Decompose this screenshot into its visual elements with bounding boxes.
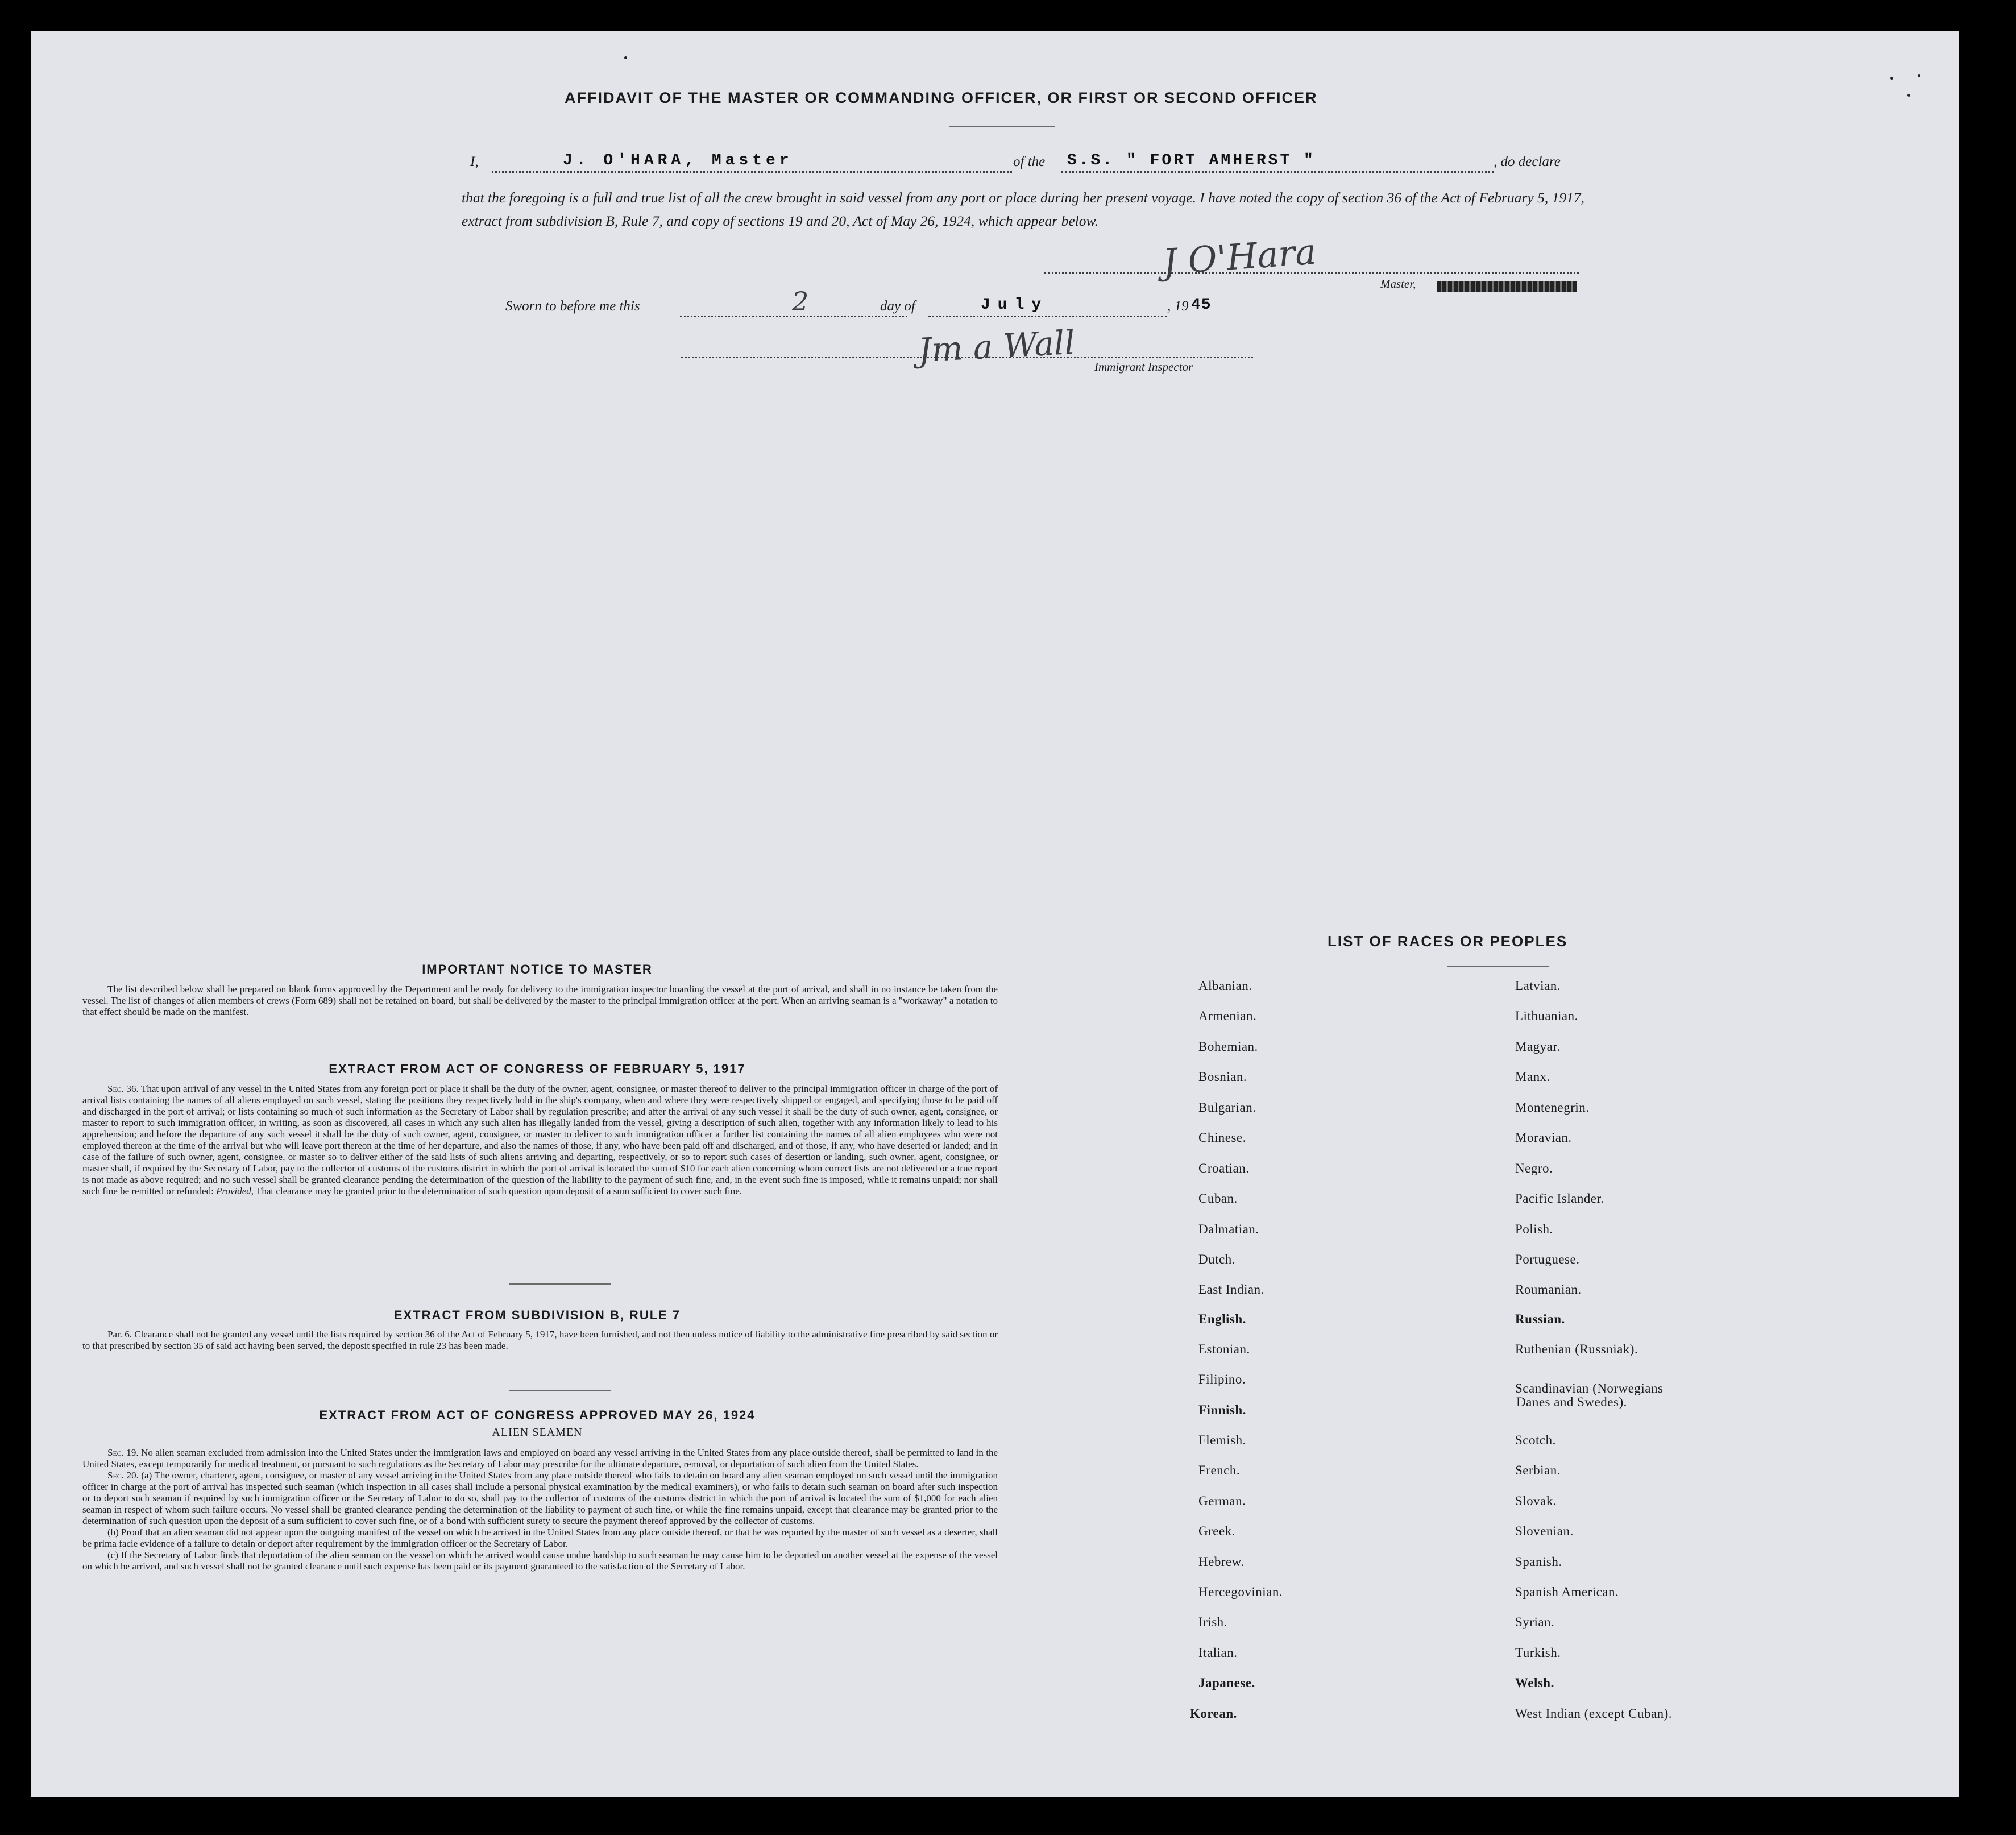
race-item: Chinese. [1198,1130,1246,1145]
affidavit-title: AFFIDAVIT OF THE MASTER OR COMMANDING OFFICER, OR FIRST OR SECOND OFFICER [565,89,1318,106]
race-item: Filipino. [1198,1372,1246,1386]
sec20-label: Sec. 20. [107,1470,139,1481]
race-item: Albanian. [1198,979,1252,993]
section-divider [509,1283,611,1285]
race-item: Bohemian. [1198,1039,1258,1054]
master-signature-line [1044,272,1579,274]
extract-1917-title: EXTRACT FROM ACT OF CONGRESS OF FEBRUARY 5, 1917 [329,1062,746,1076]
sec20a-text: (a) The owner, charterer, agent, consignee, or master of any vessel arriving in the United States from any place outside thereof who fails to detain on board any alien seaman employed on such vessel until the immigration officer in charge at the port of arrival has inspected such seaman (which inspection in all cases shall include a personal physical examination by the medical examiners), or who fails to detain such seaman on board after such inspection or to deport such seaman if required by such immigration officer or the Secretary of Labor to do so, shall pay to the collector of customs of the customs district in which the port of arrival is located the sum of $1,000 for each alien seaman in respect of whom such failure occurs. No vessel shall be granted clearance pending the determination of the liability to payment of such fine, or while the fine remains unpaid, except that clearance may be granted prior to the determination of such question upon the deposit of a sum sufficient to cover such fine, or of a bond with sufficient surety to secure the payment thereof approved by the collector of customs. [82,1470,998,1526]
race-item: Russian. [1515,1312,1565,1326]
race-item: Dalmatian. [1198,1222,1259,1236]
day-line [680,316,907,317]
name-line [492,171,1012,173]
race-item: Welsh. [1515,1676,1554,1690]
race-item: Negro. [1515,1161,1553,1175]
race-item: Finnish. [1198,1403,1246,1417]
sec20b-paragraph: (b) Proof that an alien seaman did not appear upon the outgoing manifest of the vessel on which he arrived in the United States from any place outside thereof, or that he was reported by the master of such vessel as a deserter, shall be prima facie evidence of a failure to detain or deport after requirement by the immigration officer or the Secretary of Labor. [82,1527,998,1549]
sec19-label: Sec. 19. [107,1447,139,1458]
race-item: Montenegrin. [1515,1100,1590,1115]
sworn-month: July [981,296,1049,314]
race-item: Ruthenian (Russniak). [1515,1342,1638,1356]
race-item: Moravian. [1515,1130,1572,1145]
race-item: Cuban. [1198,1191,1238,1206]
race-item: Korean. [1190,1706,1237,1721]
sec19-text: No alien seaman excluded from admission into the United States under the immigration laws and employed on board any vessel arriving in the United States from any place outside thereof, shall be permitted to land in the United States, except temporarily for medical treatment, or pursuant to such regulations as the Secretary of Labor may prescribe for the ultimate departure, removal, or deportation of such alien from the United States. [82,1447,998,1469]
race-item: German. [1198,1494,1246,1508]
document-page [31,31,1959,1797]
do-declare-label: , do declare [1494,154,1561,169]
races-title-rule [1447,966,1549,967]
extract-1924-body [82,1447,998,1572]
alien-seamen-subtitle: ALIEN SEAMEN [492,1426,583,1439]
race-item: Slovak. [1515,1494,1557,1508]
race-item: Danes and Swedes). [1516,1395,1627,1409]
proviso-text: That clearance may be granted prior to the determination of such question upon deposit of a sum sufficient to cover such fine. [255,1186,742,1196]
inspector-line [681,357,1253,358]
race-item: Flemish. [1198,1433,1246,1447]
master-name: J. O'HARA, Master [563,152,793,169]
speck [1907,94,1910,97]
race-item: Pacific Islander. [1515,1191,1604,1206]
title-rule [949,126,1055,127]
race-item: East Indian. [1198,1282,1264,1296]
notice-title: IMPORTANT NOTICE TO MASTER [422,962,653,976]
race-item: Roumanian. [1515,1282,1582,1296]
rule7-body [82,1329,998,1352]
race-item: French. [1198,1463,1241,1477]
notice-paragraph: The list described below shall be prepared on blank forms approved by the Department and be ready for delivery to the immigration inspector boarding the vessel at the port of arrival, and shall in no instance be taken from the vessel. The list of changes of alien members of crews (Form 689) shall not be retained on board, but shall be delivered by the master to the principal immigration officer at the port. When an arriving seaman is a "workaway" a notation to that effect should be made on the manifest. [82,984,998,1017]
sec36-text: That upon arrival of any vessel in the United States from any foreign port or place it shall be the duty of the owner, agent, consignee, or master thereof to deliver to the principal immigration officer in charge of the port of arrival lists containing the names of all aliens employed on such vessel, stating the positions they respectively hold in the ship's company, when and where they were respectively shipped or engaged, and specifying those to be paid off and discharged in the port of arrival; or lists containing so much of such information as the Secretary of Labor shall by regulation prescribe; and after the arrival of any such vessel it shall be the duty of such owner, agent, consignee, or master to report to such immigration officer, in writing, as soon as discovered, all cases in which any such alien has illegally landed from the vessel, giving a description of such alien, together with any information likely to lead to his apprehension; and before the departure of any such vessel it shall be the duty of such owner, agent, consignee, or master to deliver to such immigration officer a further list containing the names of all alien employees who were not employed thereon at the time of the arrival but who will leave port thereon at the time of her departure, and also the names of those, if any, who have been paid off and discharged, and of those, if any, who have deserted or landed; and in case of the failure of such owner, agent, consignee, or master so to deliver either of the said lists of such aliens arriving and departing, respectively, or so to report such cases of desertion or landing, such owner, agent, consignee, or master shall, if required by the Secretary of Labor, pay to the collector of customs of the customs district in which the port of arrival is located the sum of $10 for each alien concerning whom correct lists are not delivered or a true report is not made as above required; and no such vessel shall be granted clearance pending the determination of the question of the liability to the payment of such fine, and, in the event such fine is imposed, while it remains unpaid; nor shall such fine be remitted or refunded: [82,1083,998,1196]
race-item: Scandinavian (Norwegians [1515,1381,1664,1395]
speck [1890,77,1893,80]
race-item: Irish. [1198,1615,1227,1629]
inspector-signature: Jm a Wall [917,322,1076,370]
race-item: Hercegovinian. [1198,1585,1283,1599]
race-item: Hebrew. [1198,1555,1245,1569]
race-item: Scotch. [1515,1433,1556,1447]
race-item: Japanese. [1198,1676,1255,1690]
proviso-label: Provided, [216,1186,254,1196]
race-item: West Indian (except Cuban). [1515,1706,1673,1721]
race-item: Estonian. [1198,1342,1250,1356]
master-signature: J O'Hara [1161,230,1318,283]
race-item: Latvian. [1515,979,1561,993]
year-suffix: 45 [1191,296,1212,314]
year-prefix: , 19 [1167,299,1189,314]
race-item: Polish. [1515,1222,1553,1236]
speck [1918,74,1920,77]
master-label: Master, [1380,277,1416,291]
race-item: English. [1198,1312,1246,1326]
race-item: Armenian. [1198,1009,1257,1023]
day-of-label: day of [880,299,915,314]
rule7-title: EXTRACT FROM SUBDIVISION B, RULE 7 [393,1308,681,1322]
extract-1924-title: EXTRACT FROM ACT OF CONGRESS APPROVED MAY 26, 1924 [319,1408,756,1422]
of-the-label: of the [1013,154,1046,169]
sec36-paragraph [82,1083,998,1197]
i-label: I, [470,154,479,169]
sec20a-paragraph [82,1470,998,1527]
race-item: Greek. [1198,1524,1235,1538]
sworn-day: 2 [792,286,809,317]
month-line [928,316,1167,317]
race-item: Portuguese. [1515,1252,1580,1266]
race-item: Serbian. [1515,1463,1561,1477]
sec36-label: Sec. 36. [107,1083,139,1094]
sec20c-paragraph: (c) If the Secretary of Labor finds that deportation of the alien seaman on the vessel on which he arrived would cause undue hardship to such seaman he may cause him to be deported on another vessel at the expense of the vessel on which he arrived, and such vessel shall not be granted clearance until such expense has been paid or its payment guaranteed to the satisfaction of the Secretary of Labor. [82,1550,998,1572]
rule7-paragraph: Par. 6. Clearance shall not be granted any vessel until the lists required by section 36 of the Act of February 5, 1917, have been furnished, and not then unless notice of liability to the administrative fine prescribed by said section or to that prescribed by section 35 of said act having been served, the deposit specified in rule 23 has been made. [82,1329,998,1351]
section-divider [509,1390,611,1391]
race-item: Italian. [1198,1646,1238,1660]
vessel-name: S.S. " FORT AMHERST " [1067,152,1316,169]
sworn-label: Sworn to before me this [505,299,640,314]
inspector-label: Immigrant Inspector [1094,360,1193,374]
sec19-paragraph [82,1447,998,1470]
race-item: Bulgarian. [1198,1100,1256,1115]
race-item: Dutch. [1198,1252,1235,1266]
notice-body [82,984,998,1018]
vessel-line [1061,171,1494,173]
race-item: Lithuanian. [1515,1009,1578,1023]
race-item: Spanish. [1515,1555,1562,1569]
races-title: LIST OF RACES OR PEOPLES [1328,933,1568,950]
race-item: Syrian. [1515,1615,1555,1629]
race-item: Turkish. [1515,1646,1561,1660]
struck-text [1437,281,1577,292]
declaration-text: that the foregoing is a full and true list of all the crew brought in said vessel from any port or place during her present voyage. I have noted the copy of section 36 of the Act of February 5, 1917, extract from subdivision B, Rule 7, and copy of sections 19 and 20, Act of May 26, 1924, which appear below. [462,189,1584,229]
race-item: Magyar. [1515,1039,1561,1054]
race-item: Slovenian. [1515,1524,1574,1538]
extract-1917-body [82,1083,998,1197]
race-item: Manx. [1515,1070,1550,1084]
race-item: Croatian. [1198,1161,1250,1175]
speck [624,56,627,59]
race-item: Bosnian. [1198,1070,1247,1084]
race-item: Spanish American. [1515,1585,1619,1599]
